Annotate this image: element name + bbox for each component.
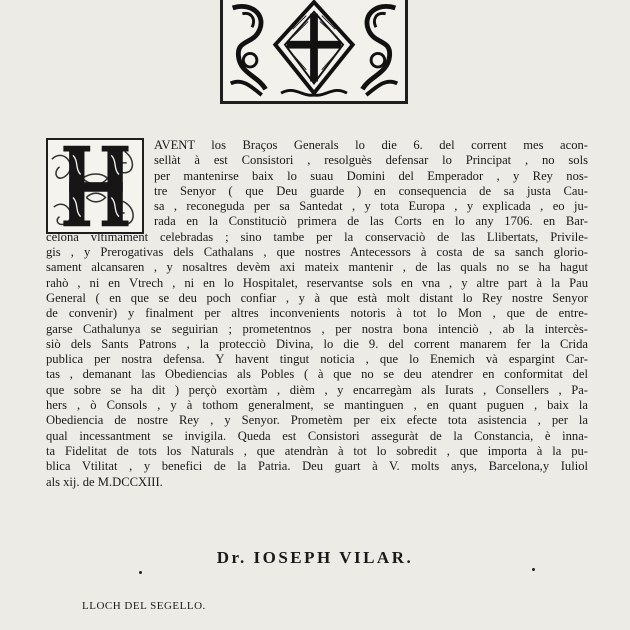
body-line: als xij. de M.DCCXIII. xyxy=(46,474,163,489)
body-line: siò dels Sants Patrons , la protecciò Divina, lo die 9. del corrent manarem fer la Crida xyxy=(46,336,588,351)
signature: Dr. IOSEPH VILAR. xyxy=(216,548,414,567)
proclamation-body xyxy=(46,138,588,490)
body-line: tas , demanant las Obediencias als Pobles ( à que no se deu atendrer en conformitat del xyxy=(46,367,588,382)
ink-speck xyxy=(532,568,535,571)
body-line: per mantenirse baix lo suau Domini del Emperador , y Rey nos- xyxy=(154,168,588,183)
body-line: blica Vtilitat , y benefici de la Patria. Deu guart à V. molts anys, Barcelona,y Iuliol xyxy=(46,459,588,474)
body-line: publica per nostra defensa. Y havent tingut noticia , que lo Enemich và espargint Car- xyxy=(46,352,588,367)
body-line: tre Senyor ( que Deu guarde ) en consequencia de sa justa Cau- xyxy=(154,183,588,198)
body-line: hers , ò Consols , y à tothom generalment, se mantinguen , en quant puguen , baix la xyxy=(46,398,588,413)
body-line: sament alcansaren , y nosaltres devèm axi mateix mantenir , de las quals no se ha hagut xyxy=(46,260,588,275)
body-line: de convenir) y finalment per altres inconvenients notoris à tot lo Mon , que de entre- xyxy=(46,306,588,321)
body-line: sa , reconeguda per sa Santedat , y tota Europa , y explicada , eo ju- xyxy=(154,199,588,214)
seal-placeholder-note: LLOCH DEL SEGELLO. xyxy=(82,600,206,612)
body-line: AVENT los Braços Generals lo die 6. del corrent mes acon- xyxy=(154,138,588,152)
body-line: ta Fidelitat de tots los Naturals , que atendràn à tot lo sobredit , que importa à la pu- xyxy=(46,443,588,458)
body-line: celona vltimament celebradas ; sino tambe per la conservaciò de las Llibertats, Privile- xyxy=(46,229,588,244)
body-line: rahò , ni en Vtrech , ni en lo Hospitalet, reservantse sols en vna , y altre part à la Pau xyxy=(46,275,588,290)
body-line: qual incessantment se invigila. Queda est Consistori asseguràt de la Constancia, è inna- xyxy=(46,428,588,443)
body-line: Obediencia de nostre Rey , y Senyor. Prometèm per eix efecte tota asistencia , per la xyxy=(46,413,588,428)
coat-of-arms-woodcut xyxy=(220,0,408,104)
body-line: sellàt à est Consistori , resolguès defensar lo Principat , no sols xyxy=(154,153,588,168)
body-line: que sobre se ha dit ) perçò exortàm , dièm , y encarregàm als Iurats , Consellers , Pa- xyxy=(46,382,588,397)
body-line: gis , y Prerogativas dels Cathalans , que nostres Antecessors à costa de sa sanch glorio- xyxy=(46,245,588,260)
coat-of-arms-icon xyxy=(223,0,405,101)
body-line: garse Cathalunya se seguirian ; prometentnos , per nostra bona intenciò , ab la intercès- xyxy=(46,321,588,336)
body-line: General ( en que se deu poch confiar , y à que està molt distant lo Rey nostre Senyor xyxy=(46,290,588,305)
body-line: rada en la Constituciò primera de las Corts en lo any 1706. en Bar- xyxy=(154,214,588,229)
ink-speck xyxy=(139,571,142,574)
